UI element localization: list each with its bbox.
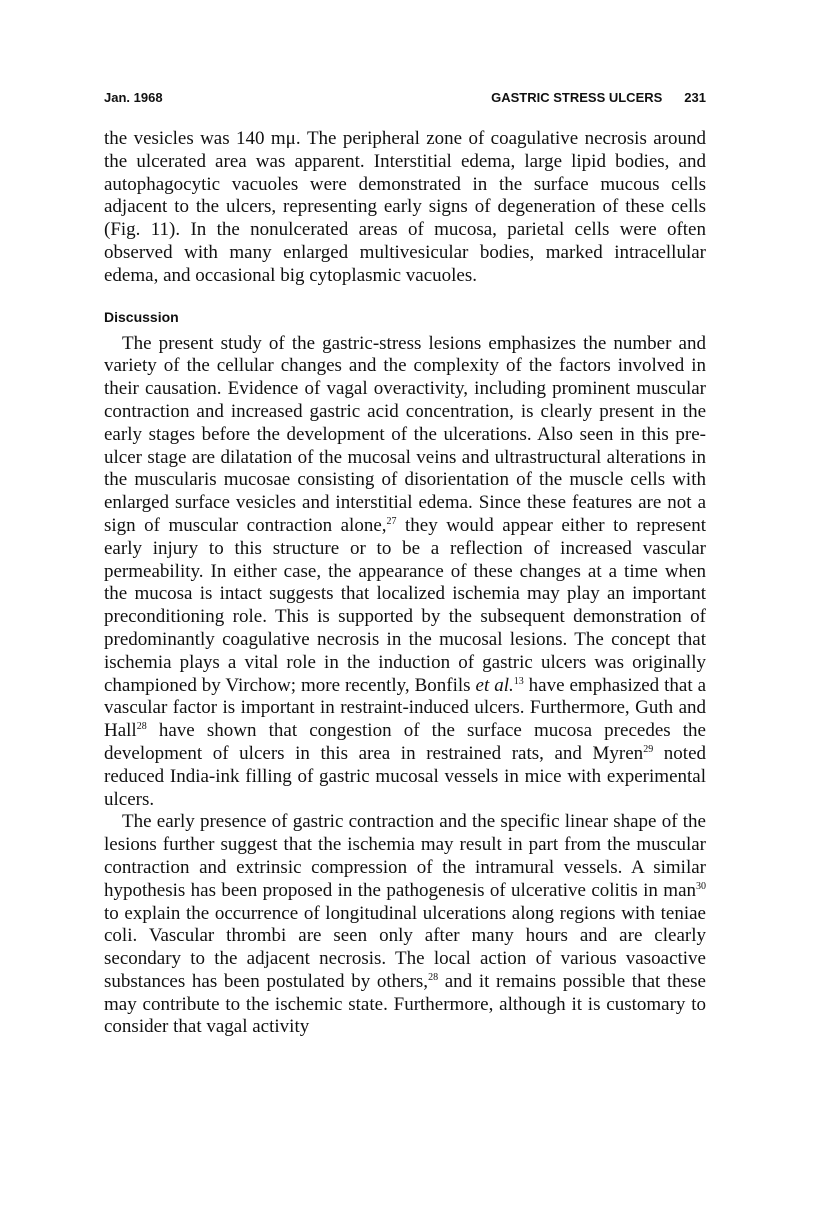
header-date: Jan. 1968 [104,90,163,105]
running-head [104,90,706,116]
text-run: and it remains possible that these may contribute to the ischemic state. Furthermore, although it is customary to consider that vagal activity [104,970,706,1038]
reference-superscript: 29 [643,743,654,755]
paragraph-results-continued: the vesicles was 140 mμ. The peripheral zone of coagulative necrosis around the ulcerated area was apparent. Interstitial edema, large lipid bodies, and autophagocytic vacuoles were demonstrated in the surface mucous cells adjacent to the ulcers, representing early signs of degeneration of these cells (Fig. 11). In the nonulcerated areas of mucosa, parietal cells were often observed with many enlarged multivesicular bodies, marked intracellular edema, and occasional big cytoplasmic vacuoles. [104,128,706,286]
reference-superscript: 30 [696,880,706,892]
page [104,90,706,1039]
text-run: have emphasized that a vascular factor is important in restraint-induced ulcers. Furthermore, Guth and Hall [104,674,707,742]
text-run: The present study of the gastric-stress lesions emphasizes the number and variety of the cellular changes and the complexity of the factors involved in their causation. Evidence of vagal overactivity, including prominent muscular contraction and increased gastric acid concentration, is clearly present in the early stages before the development of the ulcerations. Also seen in this pre-ulcer stage are dilatation of the mucosal veins and ultrastructural alterations in the muscularis mucosae consisting of disorientation of the muscle cells with enlarged surface vesicles and interstitial edema. Since these features are not a sign of muscular contraction alone, [104,332,706,536]
text-run: noted reduced India-ink filling of gastric mucosal vessels in mice with experimental ulcers. [104,742,707,810]
section-heading-discussion: Discussion [104,308,179,325]
paragraph-discussion-2 [104,811,706,1039]
reference-superscript: 28 [428,971,439,983]
reference-superscript: 28 [136,721,147,733]
header-right [491,90,706,105]
reference-superscript: 27 [386,515,397,527]
text-run: they would appear either to represent early injury to this structure or to be a reflection of increased vascular permeability. In either case, the appearance of these changes at a time when the mucosa is intact suggests that localized ischemia may play an important preconditioning role. This is supported by the subsequent demonstration of predominantly coagulative necrosis in the mucosal lesions. The concept that ischemia plays a vital role in the induction of gastric ulcers was originally championed by Virchow; more recently, Bonfils [104,514,706,696]
text-run: The early presence of gastric contraction and the specific linear shape of the lesions further suggest that the ischemia may result in part from the muscular contraction and extrinsic compression of the intramural vessels. A similar hypothesis has been proposed in the pathogenesis of ulcerative colitis in man [104,811,706,901]
page-number: 231 [684,90,706,105]
text-run: to explain the occurrence of longitudinal ulcerations along regions with teniae coli. Vascular thrombi are seen only after many hours and are clearly secondary to the adjacent necrosis. The local action of various vasoactive substances has been postulated by others, [104,902,706,992]
text-run: have shown that congestion of the surface mucosa precedes the development of ulcers in this area in restrained rats, and Myren [104,720,706,764]
reference-superscript: 13 [513,675,524,687]
header-title: GASTRIC STRESS ULCERS [491,90,663,105]
et-al-italic: et al. [475,674,514,696]
paragraph-discussion-1 [104,333,706,812]
